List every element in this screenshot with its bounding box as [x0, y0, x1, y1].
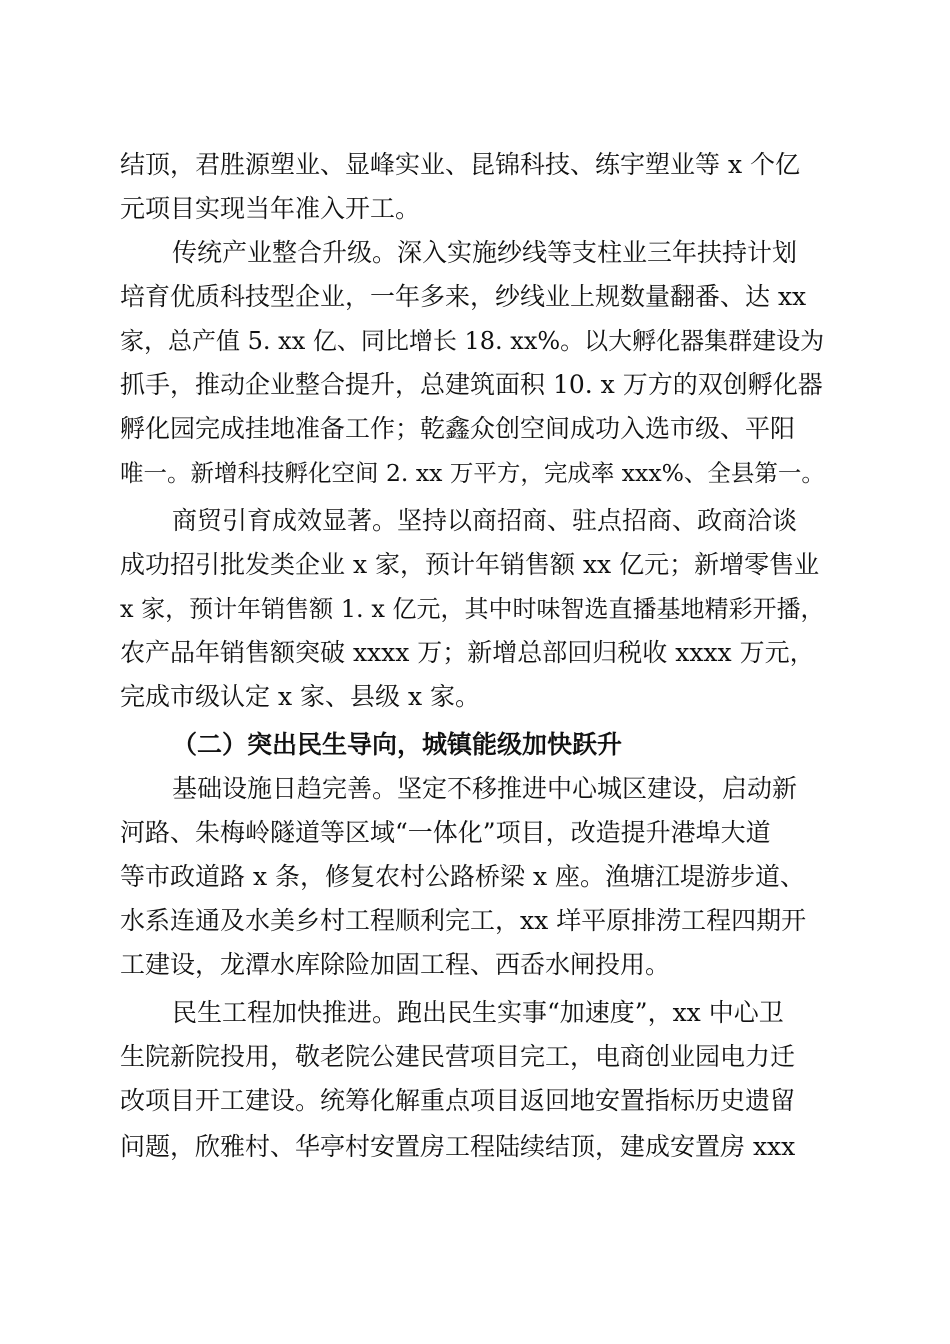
paragraph-first-line: 基础设施日趋完善。坚定不移推进中心城区建设，启动新 — [172, 774, 798, 803]
paragraph-line: 培育优质科技型企业，一年多来，纱线业上规数量翻番、达 xx — [120, 282, 807, 311]
paragraph-line: 生院新院投用，敬老院公建民营项目完工，电商创业园电力迁 — [120, 1042, 796, 1071]
paragraph-line: 孵化园完成挂地准备工作；乾鑫众创空间成功入选市级、平阳 — [120, 414, 796, 443]
paragraph-first-line: 民生工程加快推进。跑出民生实事“加速度”，xx 中心卫 — [172, 998, 784, 1027]
paragraph-line: 问题，欣雅村、华亭村安置房工程陆续结顶，建成安置房 xxx — [120, 1132, 796, 1161]
paragraph-first-line: 商贸引育成效显著。坚持以商招商、驻点招商、政商洽谈 — [172, 506, 798, 535]
paragraph-line: x 家，预计年销售额 1. x 亿元，其中时味智选直播基地精彩开播， — [120, 595, 825, 623]
paragraph-line: 改项目开工建设。统筹化解重点项目返回地安置指标历史遗留 — [120, 1086, 796, 1115]
paragraph-line: 家，总产值 5. xx 亿、同比增长 18. xx%。以大孵化器集群建设为 — [120, 327, 825, 355]
paragraph-line: 水系连通及水美乡村工程顺利完工，xx 垟平原排涝工程四期开 — [120, 906, 807, 935]
paragraph-line: 元项目实现当年准入开工。 — [120, 194, 421, 223]
paragraph-line: 抓手，推动企业整合提升，总建筑面积 10. x 万方的双创孵化器 — [120, 370, 823, 399]
paragraph-line: 等市政道路 x 条，修复农村公路桥梁 x 座。渔塘江堤游步道、 — [120, 862, 805, 891]
paragraph-line: 农产品年销售额突破 xxxx 万；新增总部回归税收 xxxx 万元， — [120, 638, 815, 667]
paragraph-line: 成功招引批发类企业 x 家，预计年销售额 xx 亿元；新增零售业 — [120, 550, 820, 579]
paragraph-line: 工建设，龙潭水库除险加固工程、西岙水闸投用。 — [120, 950, 671, 979]
section-heading: （二）突出民生导向，城镇能级加快跃升 — [172, 730, 623, 759]
paragraph-line: 结顶，君胜源塑业、显峰实业、昆锦科技、练宇塑业等 x 个亿 — [120, 150, 800, 179]
paragraph-line: 唯一。新增科技孵化空间 2. xx 万平方，完成率 xxx%、全县第一。 — [120, 459, 825, 487]
paragraph-line: 河路、朱梅岭隧道等区域“一体化”项目，改造提升港埠大道 — [120, 818, 771, 847]
paragraph-first-line: 传统产业整合升级。深入实施纱线等支柱业三年扶持计划 — [172, 238, 798, 267]
paragraph-line: 完成市级认定 x 家、县级 x 家。 — [120, 682, 480, 711]
